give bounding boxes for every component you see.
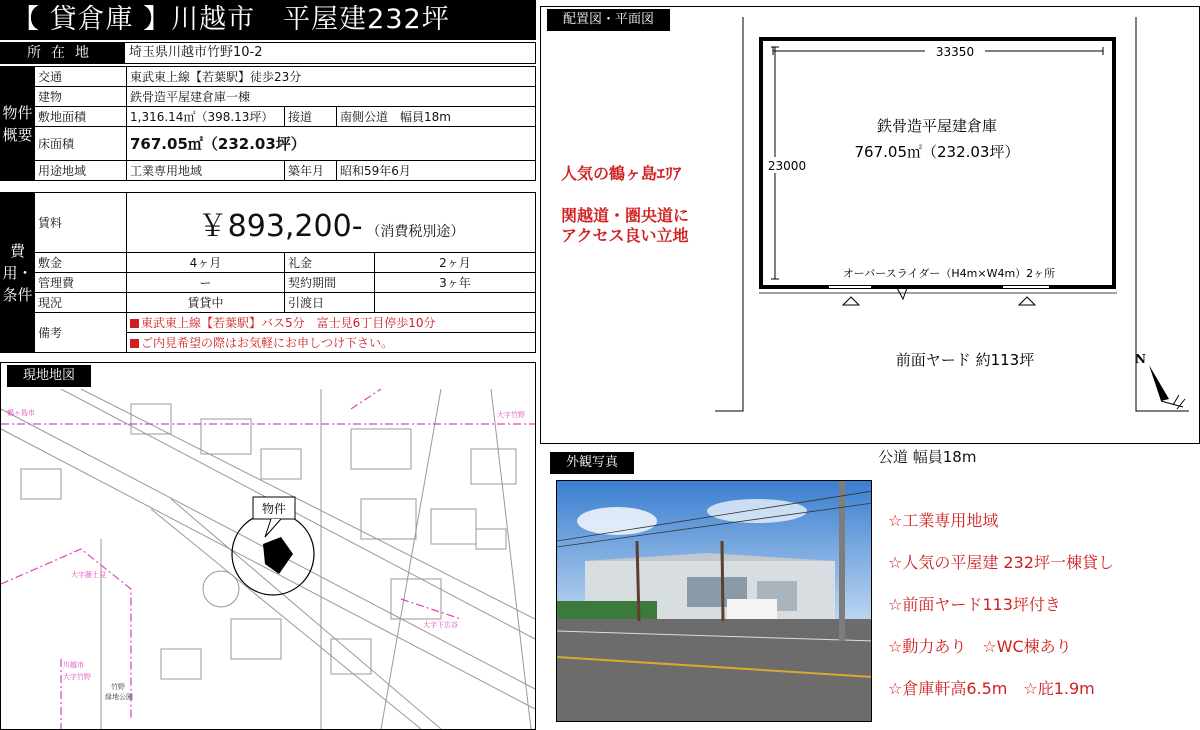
rent-label: 賃料 — [35, 193, 127, 253]
access-label: 交通 — [35, 67, 127, 87]
page-title: 【 貸倉庫 】川越市 平屋建232坪 — [0, 0, 536, 40]
address-row — [0, 42, 536, 64]
feature-item: ☆前面ヤード113坪付き — [888, 595, 1061, 614]
land-area-label: 敷地面積 — [35, 107, 127, 127]
cost-table — [0, 192, 536, 353]
feature-item: ☆工業専用地域 — [888, 511, 999, 530]
door-triangle-icon — [1019, 297, 1035, 305]
map-label: 鶴ヶ島市 — [7, 409, 35, 417]
road-access-label: 接道 — [285, 107, 337, 127]
promo-access-1: 関越道・圏央道に — [561, 206, 690, 225]
building-name: 鉄骨造平屋建倉庫 — [876, 117, 998, 135]
key-money-label: 礼金 — [285, 253, 375, 273]
road-label: 公道 幅員18m — [878, 448, 977, 466]
north-label: N — [1135, 352, 1146, 366]
handover-value — [375, 293, 536, 313]
address-label: 所在地 — [1, 43, 125, 63]
door-triangle-icon — [843, 297, 859, 305]
property-side-label: 物件概要 — [1, 67, 35, 181]
building-value: 鉄骨造平屋建倉庫一棟 — [127, 87, 536, 107]
deposit-label: 敷金 — [35, 253, 127, 273]
photo-header: 外観写真 — [550, 452, 634, 474]
contract-term-label: 契約期間 — [285, 273, 375, 293]
map-label: 大字下広谷 — [423, 621, 458, 629]
yard-label: 前面ヤード 約113坪 — [895, 351, 1035, 369]
map-panel — [0, 362, 536, 730]
zoning-label: 用途地域 — [35, 161, 127, 181]
plan-header: 配置図・平面図 — [547, 9, 670, 31]
road-access-value: 南側公道 幅員18m — [337, 107, 536, 127]
rent-cell — [127, 193, 536, 253]
location-map[interactable] — [1, 389, 535, 729]
map-label: 緑地公園 — [105, 693, 133, 701]
map-header: 現地地図 — [7, 365, 91, 387]
land-area-value: 1,316.14㎡（398.13坪） — [127, 107, 285, 127]
map-label: 大字竹野 — [497, 411, 525, 419]
rent-note: （消費税別途） — [366, 223, 465, 240]
remarks-label: 備考 — [35, 313, 127, 353]
feature-item: ☆倉庫軒高6.5m ☆庇1.9m — [888, 679, 1095, 698]
floor-area-value: 767.05㎡（232.03坪） — [127, 127, 536, 161]
floor-plan — [541, 7, 1199, 443]
access-value: 東武東上線【若葉駅】徒歩23分 — [127, 67, 536, 87]
exterior-photo[interactable] — [556, 480, 872, 722]
width-dimension: 33350 — [935, 45, 975, 59]
management-fee-label: 管理費 — [35, 273, 127, 293]
feature-item: ☆動力あり ☆WC棟あり — [888, 637, 1072, 656]
remark-1: 東武東上線【若葉駅】バス5分 富士見6丁目停歩10分 — [127, 313, 536, 333]
promo-area: 人気の鶴ヶ島ｴﾘｱ — [561, 164, 682, 183]
promo-access-2: アクセス良い立地 — [561, 226, 689, 245]
built-date-value: 昭和59年6月 — [337, 161, 536, 181]
map-label: 川越市 — [63, 661, 84, 669]
key-money-value: 2ヶ月 — [375, 253, 536, 273]
bullet-square-icon — [130, 339, 139, 348]
property-marker-label: 物件 — [261, 502, 287, 516]
status-label: 現況 — [35, 293, 127, 313]
floor-area-label: 床面積 — [35, 127, 127, 161]
depth-dimension: 23000 — [767, 159, 807, 173]
address-value: 埼玉県川越市竹野10-2 — [129, 45, 263, 60]
door-note: オーバースライダー（H4m×W4m）2ヶ所 — [842, 267, 1056, 280]
plan-panel — [540, 6, 1200, 444]
map-label: 竹野 — [111, 683, 125, 691]
exterior-photo-image — [557, 481, 872, 722]
management-fee-value: ー — [127, 273, 285, 293]
cost-side-label: 費用・条件 — [1, 193, 35, 353]
zoning-value: 工業専用地域 — [127, 161, 285, 181]
contract-term-value: 3ヶ年 — [375, 273, 536, 293]
building-area: 767.05㎡（232.03坪） — [854, 143, 1020, 161]
built-date-label: 築年月 — [285, 161, 337, 181]
rent-value: ￥893,200- — [197, 208, 363, 244]
remark-2: ご内見希望の際はお気軽にお申しつけ下さい。 — [127, 333, 536, 353]
features-list — [888, 508, 1198, 718]
map-label: 大字藤土見 — [71, 571, 106, 579]
bullet-square-icon — [130, 319, 139, 328]
feature-item: ☆人気の平屋建 232坪一棟貸し — [888, 553, 1114, 572]
handover-label: 引渡日 — [285, 293, 375, 313]
property-table — [0, 66, 536, 181]
map-label: 大字竹野 — [63, 673, 91, 681]
deposit-value: 4ヶ月 — [127, 253, 285, 273]
building-label: 建物 — [35, 87, 127, 107]
status-value: 賃貸中 — [127, 293, 285, 313]
north-arrow-icon — [1149, 365, 1185, 409]
